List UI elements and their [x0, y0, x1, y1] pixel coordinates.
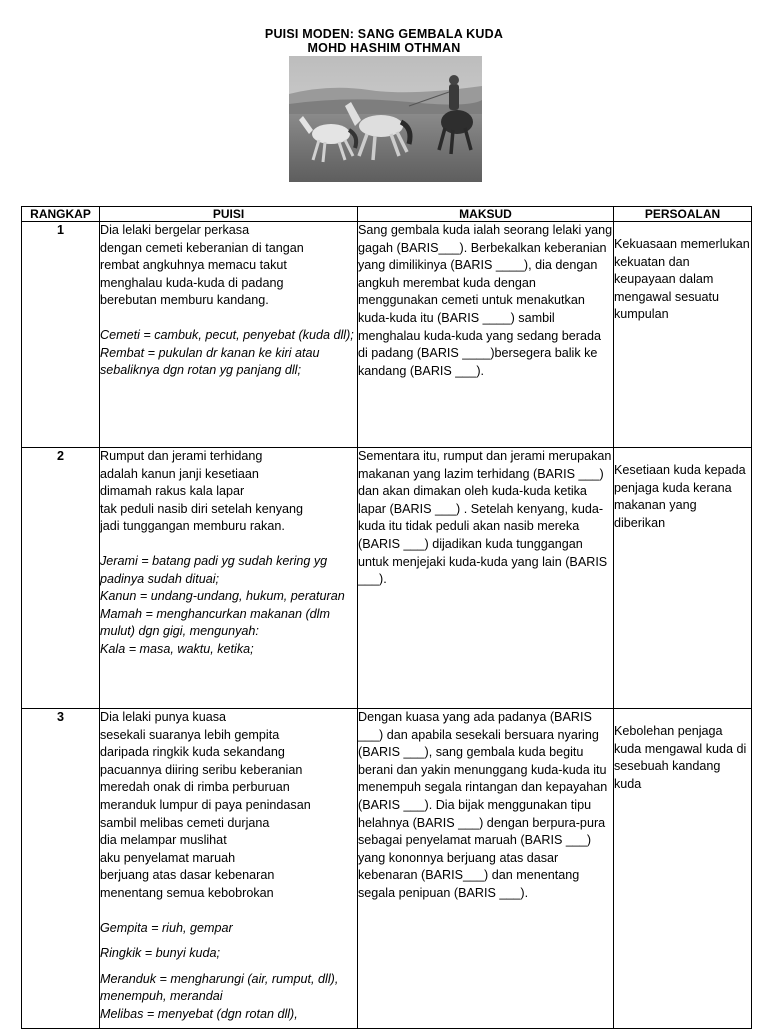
poem-line: menghalau kuda-kuda di padang — [100, 275, 284, 290]
poem-line: Dia lelaki punya kuasa — [100, 710, 227, 724]
poem-line: Dia lelaki bergelar perkasa — [100, 223, 250, 237]
vocab-note: Meranduk = mengharungi (air, rumput, dll), menempuh, merandai — [100, 971, 339, 1004]
poem-line: aku penyelamat maruah — [100, 850, 236, 865]
poem-analysis-table — [21, 206, 752, 1029]
vocab-note: Melibas = menyebat (dgn rotan dll), — [100, 1006, 298, 1021]
vocab-note: Ringkik = bunyi kuda; — [100, 946, 221, 961]
poem-text — [100, 709, 358, 1029]
table-row — [22, 448, 752, 709]
poem-line: tak peduli nasib diri setelah kenyang — [100, 501, 304, 516]
vocab-note: Jerami = batang padi yg sudah kering yg padinya sudah dituai; — [100, 553, 328, 586]
meaning-text: Sementara itu, rumput dan jerami merupakan makanan yang lazim terhidang (BARIS ___) dan akan dimakan oleh kuda-kuda ketika lapar (BARIS ___) . Setelah kenyang, kuda-kuda itu tidak peduli akan nasib mereka (BARIS ___) dijadikan kuda tunggangan untuk menjejaki kuda-kuda yang lain (BARIS ___). — [358, 448, 614, 709]
theme-cell — [614, 448, 752, 709]
meaning-text: Sang gembala kuda ialah seorang lelaki yang gagah (BARIS___). Berbekalkan keberanian yang dimilikinya (BARIS ____), dia dengan angkuh merembat kuda dengan menggunakan cemeti untuk menakutkan kuda-kuda itu (BARIS ____) sambil menghalau kuda-kuda yang sedang berada di padang (BARIS ____)bersegera balik ke kandang (BARIS ___). — [358, 222, 614, 448]
document-title: PUISI MODEN: SANG GEMBALA KUDA — [264, 27, 504, 41]
poem-line: dengan cemeti keberanian di tangan — [100, 240, 304, 255]
document-author: MOHD HASHIM OTHMAN — [307, 41, 461, 55]
table-row — [22, 709, 752, 1029]
theme-text: Kekuasaan memerlukan kekuatan dan keupayaan dalam mengawal sesuatu kumpulan — [614, 237, 750, 322]
vocab-note: Rembat = pukulan dr kanan ke kiri atau sebaliknya dgn rotan yg panjang dll; — [100, 345, 320, 378]
stanza-number: 3 — [22, 709, 100, 1029]
stanza-number: 1 — [22, 222, 100, 448]
stanza-number: 2 — [22, 448, 100, 709]
poem-line: sambil melibas cemeti durjana — [100, 815, 270, 830]
vocab-note: Mamah = menghancurkan makanan (dlm mulut) dgn gigi, mengunyah: — [100, 606, 330, 639]
poem-line: berebutan memburu kandang. — [100, 293, 269, 308]
column-header-rangkap: RANGKAP — [22, 207, 100, 222]
poem-line: sesekali suaranya lebih gempita — [100, 727, 280, 742]
poem-text — [100, 448, 358, 709]
poem-line: meredah onak di rimba perburuan — [100, 780, 290, 795]
poem-line: adalah kanun janji kesetiaan — [100, 466, 259, 481]
vocab-note: Gempita = riuh, gempar — [100, 920, 233, 935]
poem-line: dia melampar muslihat — [100, 833, 227, 848]
poem-line: berjuang atas dasar kebenaran — [100, 868, 275, 883]
column-header-maksud: MAKSUD — [358, 207, 614, 222]
poem-line: Rumput dan jerami terhidang — [100, 449, 263, 463]
horse-herder-photo — [289, 56, 482, 182]
poem-line: pacuannya diiring seribu keberanian — [100, 762, 303, 777]
poem-line: jadi tunggangan memburu rakan. — [100, 519, 285, 534]
theme-text: Kebolehan penjaga kuda mengawal kuda di sesebuah kandang kuda — [614, 724, 747, 791]
poem-line: meranduk lumpur di paya penindasan — [100, 797, 311, 812]
vocab-note: Kala = masa, waktu, ketika; — [100, 641, 254, 656]
table-header-row — [22, 207, 752, 222]
poem-line: daripada ringkik kuda sekandang — [100, 745, 285, 760]
vocab-note: Kanun = undang-undang, hukum, peraturan — [100, 589, 345, 604]
table-row — [22, 222, 752, 448]
theme-cell — [614, 222, 752, 448]
column-header-persoalan: PERSOALAN — [614, 207, 752, 222]
theme-text: Kesetiaan kuda kepada penjaga kuda kerana makanan yang diberikan — [614, 463, 746, 530]
theme-cell — [614, 709, 752, 1029]
meaning-text: Dengan kuasa yang ada padanya (BARIS ___) dan apabila sesekali bersuara nyaring (BARIS ___), sang gembala kuda begitu berani dan yakin menunggang kuda-kuda itu menempuh segala rintangan dan kepayahan (BARIS ___). Dia bijak menggunakan tipu helahnya (BARIS ___) dengan berpura-pura sebagai penyelamat maruah (BARIS ___) yang kononnya berjuang atas dasar kebenaran (BARIS___) dan menentang segala penipuan (BARIS ___). — [358, 709, 614, 1029]
column-header-puisi: PUISI — [100, 207, 358, 222]
poem-line: rembat angkuhnya memacu takut — [100, 258, 287, 273]
poem-text — [100, 222, 358, 448]
vocab-note: Cemeti = cambuk, pecut, penyebat (kuda dll); — [100, 327, 354, 342]
poem-line: dimamah rakus kala lapar — [100, 484, 245, 499]
poem-line: menentang semua kebobrokan — [100, 885, 274, 900]
